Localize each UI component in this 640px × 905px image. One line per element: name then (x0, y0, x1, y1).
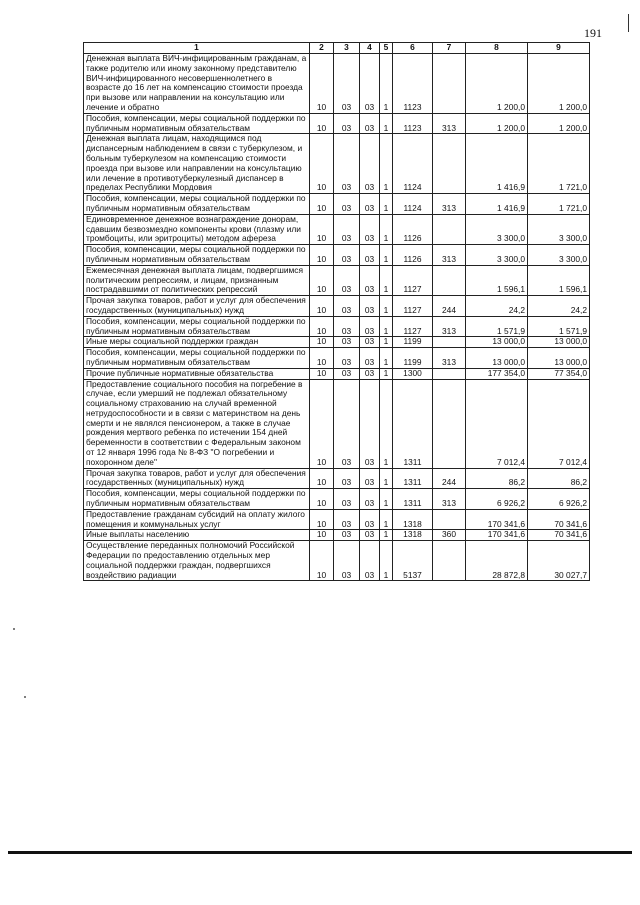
code-cell: 1 (380, 348, 393, 369)
code-cell: 10 (310, 509, 334, 530)
amount-cell: 1 721,0 (528, 194, 590, 215)
code-cell: 03 (360, 245, 380, 266)
code-cell: 10 (310, 541, 334, 581)
row-name-cell: Иные меры социальной поддержки граждан (84, 337, 310, 348)
code-cell: 03 (334, 54, 360, 114)
row-name-cell: Иные выплаты населению (84, 530, 310, 541)
code-cell: 1311 (393, 489, 433, 510)
code-cell: 03 (360, 113, 380, 134)
code-cell: 10 (310, 265, 334, 295)
code-cell: 1318 (393, 530, 433, 541)
code-cell: 03 (360, 265, 380, 295)
code-cell: 5137 (393, 541, 433, 581)
code-cell: 03 (360, 214, 380, 244)
amount-cell: 6 926,2 (528, 489, 590, 510)
code-cell: 03 (334, 265, 360, 295)
code-cell: 03 (334, 530, 360, 541)
code-cell: 03 (360, 194, 380, 215)
row-name-cell: Пособия, компенсации, меры социальной поддержки по публичным нормативным обязательствам (84, 348, 310, 369)
amount-cell: 13 000,0 (466, 337, 528, 348)
code-cell: 1127 (393, 296, 433, 317)
row-name-cell: Денежная выплата ВИЧ-инфицированным гражданам, а также родителю или иному законному представителю ВИЧ-инфицированного несовершеннолетнего в возрасте до 16 лет на компенсацию стоимости проезда при вызове или направлении на консультацию или лечение и обратно (84, 54, 310, 114)
table-row (84, 245, 590, 266)
code-cell: 03 (360, 368, 380, 379)
page-bottom-rule (8, 851, 632, 854)
code-cell: 1 (380, 489, 393, 510)
code-cell: 313 (433, 245, 466, 266)
code-cell (433, 214, 466, 244)
scan-speck (13, 628, 15, 630)
code-cell: 03 (334, 296, 360, 317)
amount-cell: 86,2 (528, 468, 590, 489)
row-name-cell: Прочая закупка товаров, работ и услуг для обеспечения государственных (муниципальных) нужд (84, 468, 310, 489)
code-cell: 1127 (393, 265, 433, 295)
scan-edge-mark (628, 14, 629, 32)
code-cell: 10 (310, 245, 334, 266)
code-cell: 313 (433, 348, 466, 369)
code-cell: 03 (334, 368, 360, 379)
code-cell: 1 (380, 265, 393, 295)
code-cell: 03 (334, 489, 360, 510)
code-cell: 10 (310, 368, 334, 379)
code-cell: 1318 (393, 509, 433, 530)
code-cell: 1123 (393, 113, 433, 134)
code-cell: 03 (360, 337, 380, 348)
code-cell: 1123 (393, 54, 433, 114)
amount-cell: 1 571,9 (528, 316, 590, 337)
code-cell: 10 (310, 348, 334, 369)
row-name-cell: Предоставление гражданам субсидий на оплату жилого помещения и коммунальных услуг (84, 509, 310, 530)
code-cell: 03 (360, 348, 380, 369)
amount-cell: 1 721,0 (528, 134, 590, 194)
code-cell: 1126 (393, 245, 433, 266)
code-cell: 313 (433, 113, 466, 134)
code-cell: 03 (334, 337, 360, 348)
column-header: 5 (380, 43, 393, 54)
code-cell: 03 (360, 468, 380, 489)
table-body (84, 54, 590, 581)
code-cell: 03 (334, 541, 360, 581)
row-name-cell: Прочая закупка товаров, работ и услуг для обеспечения государственных (муниципальных) нужд (84, 296, 310, 317)
row-name-cell: Пособия, компенсации, меры социальной поддержки по публичным нормативным обязательствам (84, 489, 310, 510)
code-cell: 03 (360, 54, 380, 114)
code-cell: 10 (310, 194, 334, 215)
table-row (84, 379, 590, 468)
code-cell (433, 265, 466, 295)
code-cell: 03 (360, 316, 380, 337)
code-cell: 1 (380, 379, 393, 468)
code-cell: 10 (310, 113, 334, 134)
code-cell: 1199 (393, 337, 433, 348)
amount-cell: 1 596,1 (466, 265, 528, 295)
code-cell: 03 (360, 489, 380, 510)
scan-speck (24, 696, 26, 698)
budget-table (83, 42, 590, 581)
code-cell: 03 (360, 134, 380, 194)
code-cell: 1 (380, 296, 393, 317)
code-cell: 03 (334, 509, 360, 530)
column-header: 4 (360, 43, 380, 54)
amount-cell: 13 000,0 (528, 348, 590, 369)
code-cell: 03 (334, 348, 360, 369)
code-cell: 1 (380, 134, 393, 194)
table-row (84, 214, 590, 244)
code-cell: 1127 (393, 316, 433, 337)
amount-cell: 170 341,6 (466, 530, 528, 541)
amount-cell: 1 200,0 (466, 54, 528, 114)
row-name-cell: Денежная выплата лицам, находящимся под диспансерным наблюдением в связи с туберкулезом, и больным туберкулезом на компенсацию стоимости проезда при вызове или направлении на консультацию или лечение в противотуберкулезный диспансер в пределах Республики Мордовия (84, 134, 310, 194)
amount-cell: 77 354,0 (528, 368, 590, 379)
amount-cell: 7 012,4 (528, 379, 590, 468)
code-cell: 10 (310, 489, 334, 510)
table-row (84, 265, 590, 295)
amount-cell: 170 341,6 (466, 509, 528, 530)
amount-cell: 3 300,0 (528, 245, 590, 266)
code-cell: 03 (334, 379, 360, 468)
column-header: 3 (334, 43, 360, 54)
code-cell: 03 (334, 194, 360, 215)
amount-cell: 1 571,9 (466, 316, 528, 337)
amount-cell: 13 000,0 (528, 337, 590, 348)
code-cell: 10 (310, 134, 334, 194)
table-row (84, 368, 590, 379)
row-name-cell: Пособия, компенсации, меры социальной поддержки по публичным нормативным обязательствам (84, 113, 310, 134)
code-cell (433, 337, 466, 348)
table-row (84, 194, 590, 215)
code-cell: 244 (433, 296, 466, 317)
code-cell: 1 (380, 337, 393, 348)
table-row (84, 348, 590, 369)
amount-cell: 3 300,0 (466, 214, 528, 244)
row-name-cell: Единовременное денежное вознаграждение донорам, сдавшим безвозмездно компоненты крови (плазму или тромбоциты, или эритроциты) методом афереза (84, 214, 310, 244)
table-row (84, 316, 590, 337)
row-name-cell: Пособия, компенсации, меры социальной поддержки по публичным нормативным обязательствам (84, 245, 310, 266)
table-row (84, 509, 590, 530)
amount-cell: 1 200,0 (528, 54, 590, 114)
row-name-cell: Прочие публичные нормативные обязательства (84, 368, 310, 379)
code-cell: 1 (380, 113, 393, 134)
amount-cell: 7 012,4 (466, 379, 528, 468)
code-cell: 03 (334, 214, 360, 244)
amount-cell: 24,2 (466, 296, 528, 317)
code-cell: 244 (433, 468, 466, 489)
amount-cell: 28 872,8 (466, 541, 528, 581)
code-cell: 1 (380, 509, 393, 530)
code-cell: 1 (380, 214, 393, 244)
code-cell: 1124 (393, 134, 433, 194)
code-cell: 1311 (393, 468, 433, 489)
code-cell: 1 (380, 54, 393, 114)
amount-cell: 1 416,9 (466, 194, 528, 215)
amount-cell: 13 000,0 (466, 348, 528, 369)
row-name-cell: Ежемесячная денежная выплата лицам, подвергшимся политическим репрессиям, и лицам, признанным пострадавшими от политических репрессий (84, 265, 310, 295)
table-row (84, 296, 590, 317)
code-cell (433, 541, 466, 581)
code-cell: 1 (380, 316, 393, 337)
table-row (84, 468, 590, 489)
column-header: 7 (433, 43, 466, 54)
code-cell: 313 (433, 489, 466, 510)
column-header: 1 (84, 43, 310, 54)
code-cell: 03 (334, 134, 360, 194)
header-row (84, 43, 590, 54)
code-cell: 1 (380, 194, 393, 215)
amount-cell: 3 300,0 (528, 214, 590, 244)
code-cell: 03 (360, 296, 380, 317)
amount-cell: 86,2 (466, 468, 528, 489)
code-cell: 1199 (393, 348, 433, 369)
code-cell (433, 54, 466, 114)
table-row (84, 489, 590, 510)
code-cell: 03 (360, 530, 380, 541)
column-header: 9 (528, 43, 590, 54)
code-cell: 03 (334, 316, 360, 337)
code-cell: 03 (334, 468, 360, 489)
code-cell: 1126 (393, 214, 433, 244)
table-row (84, 337, 590, 348)
amount-cell: 1 200,0 (466, 113, 528, 134)
code-cell: 1311 (393, 379, 433, 468)
amount-cell: 3 300,0 (466, 245, 528, 266)
code-cell: 360 (433, 530, 466, 541)
code-cell (433, 134, 466, 194)
code-cell: 03 (360, 509, 380, 530)
code-cell: 03 (360, 379, 380, 468)
amount-cell: 70 341,6 (528, 530, 590, 541)
code-cell: 10 (310, 337, 334, 348)
code-cell: 10 (310, 316, 334, 337)
code-cell: 1 (380, 468, 393, 489)
table-row (84, 541, 590, 581)
code-cell (433, 368, 466, 379)
code-cell: 1 (380, 368, 393, 379)
code-cell (433, 379, 466, 468)
amount-cell: 177 354,0 (466, 368, 528, 379)
code-cell: 1 (380, 530, 393, 541)
code-cell: 313 (433, 316, 466, 337)
amount-cell: 1 200,0 (528, 113, 590, 134)
code-cell: 03 (334, 245, 360, 266)
amount-cell: 6 926,2 (466, 489, 528, 510)
code-cell: 10 (310, 214, 334, 244)
amount-cell: 70 341,6 (528, 509, 590, 530)
row-name-cell: Пособия, компенсации, меры социальной поддержки по публичным нормативным обязательствам (84, 194, 310, 215)
row-name-cell: Предоставление социального пособия на погребение в случае, если умерший не подлежал обязательному социальному страхованию на случай временной нетрудоспособности и в связи с материнством на день смерти и не являлся пенсионером, а также в случае рождения мертвого ребенка по истечении 154 дней беременности в соответствии с Федеральным законом от 12 января 1996 года № 8-ФЗ "О погребении и похоронном деле" (84, 379, 310, 468)
code-cell: 1 (380, 541, 393, 581)
amount-cell: 30 027,7 (528, 541, 590, 581)
code-cell: 03 (360, 541, 380, 581)
table-row (84, 54, 590, 114)
code-cell: 1124 (393, 194, 433, 215)
code-cell: 10 (310, 54, 334, 114)
code-cell: 03 (334, 113, 360, 134)
column-header: 2 (310, 43, 334, 54)
code-cell: 10 (310, 530, 334, 541)
code-cell: 1300 (393, 368, 433, 379)
code-cell (433, 509, 466, 530)
code-cell: 313 (433, 194, 466, 215)
table-row (84, 134, 590, 194)
table-row (84, 113, 590, 134)
amount-cell: 1 596,1 (528, 265, 590, 295)
table-row (84, 530, 590, 541)
code-cell: 10 (310, 296, 334, 317)
amount-cell: 1 416,9 (466, 134, 528, 194)
row-name-cell: Осуществление переданных полномочий Российской Федерации по предоставлению отдельных мер социальной поддержки граждан, подвергшихся воздействию радиации (84, 541, 310, 581)
page-number: 191 (584, 26, 602, 40)
code-cell: 1 (380, 245, 393, 266)
code-cell: 10 (310, 468, 334, 489)
column-header: 6 (393, 43, 433, 54)
column-header: 8 (466, 43, 528, 54)
row-name-cell: Пособия, компенсации, меры социальной поддержки по публичным нормативным обязательствам (84, 316, 310, 337)
code-cell: 10 (310, 379, 334, 468)
amount-cell: 24,2 (528, 296, 590, 317)
